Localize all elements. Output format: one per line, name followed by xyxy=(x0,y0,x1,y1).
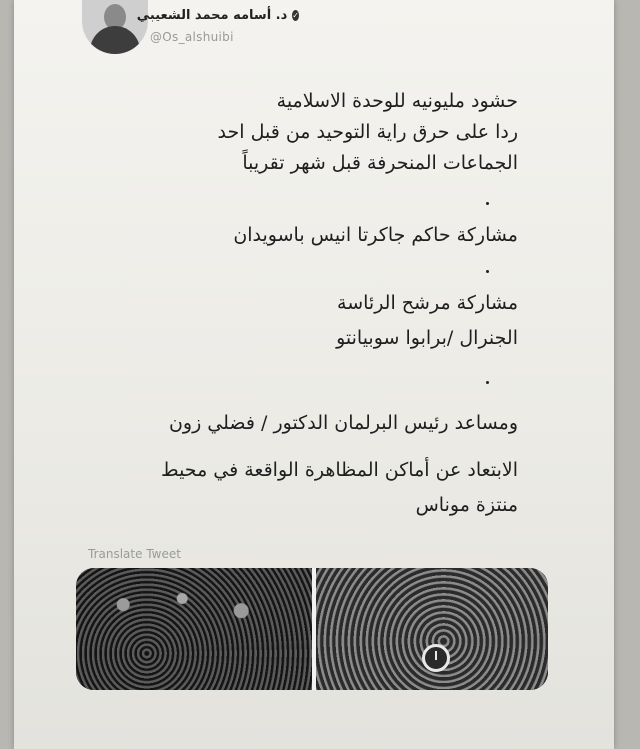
tweet-line-1: حشود مليونيه للوحدة الاسلامية xyxy=(276,90,518,112)
tweet-line-8: الابتعاد عن أماكن المظاهرة الواقعة في محيط xyxy=(161,459,518,481)
printed-tweet-page xyxy=(14,0,614,749)
monument-crowd-photo[interactable] xyxy=(316,568,548,690)
tweet-line-2: ردا على حرق راية التوحيد من قبل احد xyxy=(217,121,518,143)
author-handle[interactable]: @Os_alshuibi xyxy=(150,30,234,44)
separator-dot xyxy=(486,381,489,384)
author-name-row xyxy=(136,8,299,23)
tweet-line-7: ومساعد رئيس البرلمان الدكتور / فضلي زون xyxy=(168,412,518,434)
separator-dot xyxy=(486,202,489,205)
tweet-media[interactable] xyxy=(76,568,548,690)
tweet-line-6: الجنرال /برابوا سوبيانتو xyxy=(336,327,518,349)
translate-tweet-link[interactable]: Translate Tweet xyxy=(88,547,181,561)
clock-icon xyxy=(422,644,450,672)
tweet-line-5: مشاركة مرشح الرئاسة xyxy=(337,292,518,314)
crowd-photo[interactable] xyxy=(76,568,312,690)
tweet-line-3: الجماعات المنحرفة قبل شهر تقريباً xyxy=(242,152,518,174)
tweet-header xyxy=(14,0,614,60)
author-display-name[interactable]: د. أسامه محمد الشعيبي xyxy=(136,8,288,23)
separator-dot xyxy=(486,270,489,273)
tweet-line-4: مشاركة حاكم جاكرتا انيس باسويدان xyxy=(233,224,518,246)
tweet-line-9: منتزة موناس xyxy=(415,494,518,516)
check-badge-icon: ✓ xyxy=(292,11,299,20)
